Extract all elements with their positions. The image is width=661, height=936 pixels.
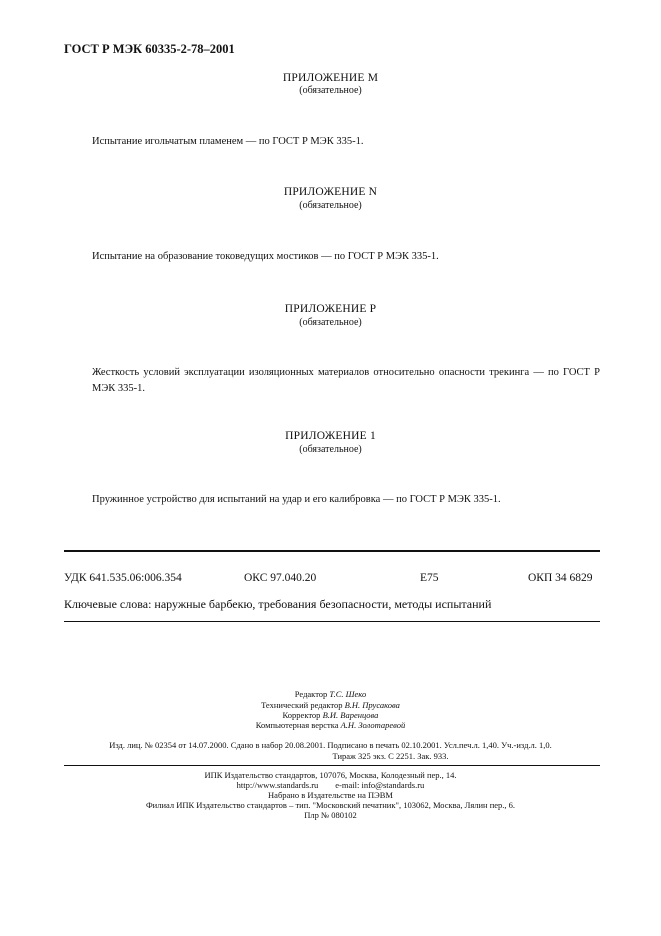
tech-editor-line bbox=[0, 700, 661, 710]
okp-code: ОКП 34 6829 bbox=[528, 572, 593, 584]
appendix-p-text: Жесткость условий эксплуатации изоляционных материалов относительно опасности трекинга — по ГОСТ Р МЭК 335-1. bbox=[92, 367, 600, 394]
branch-address: Филиал ИПК Издательство стандартов – тип. "Московский печатник", 103062, Москва, Лялин пер., 6. bbox=[145, 800, 516, 810]
plr-number: Плр № 080102 bbox=[304, 810, 357, 820]
appendix-p-subtitle: (обязательное) bbox=[299, 317, 362, 328]
appendix-1-subtitle: (обязательное) bbox=[299, 444, 362, 455]
keywords: Ключевые слова: наружные барбекю, требования безопасности, методы испытаний bbox=[64, 597, 492, 611]
appendix-n-title: ПРИЛОЖЕНИЕ N bbox=[283, 186, 378, 198]
publishing-line-1: Изд. лиц. № 02354 от 14.07.2000. Сдано в набор 20.08.2001. Подписано в печать 02.10.2001. Усл.печ.л. 1,40. Уч.-изд.л. 1,0. bbox=[109, 740, 552, 750]
publisher-address: ИПК Издательство стандартов, 107076, Москва, Колодезный пер., 14. bbox=[204, 770, 457, 780]
tech-editor-name: В.Н. Прусакова bbox=[344, 700, 400, 710]
appendix-m-title: ПРИЛОЖЕНИЕ М bbox=[282, 72, 379, 84]
udk-code: УДК 641.535.06:006.354 bbox=[64, 572, 182, 584]
layout-name: А.Н. Золотаревой bbox=[340, 720, 406, 730]
divider-imprint bbox=[64, 765, 600, 766]
appendix-1-text: Пружинное устройство для испытаний на удар и его калибровка — по ГОСТ Р МЭК 335-1. bbox=[92, 494, 501, 505]
editor-role: Редактор bbox=[294, 689, 328, 699]
oks-code: ОКС 97.040.20 bbox=[244, 572, 317, 584]
appendix-m-text: Испытание игольчатым пламенем — по ГОСТ Р МЭК 335-1. bbox=[92, 136, 364, 147]
corrector-name: В.И. Варенцова bbox=[322, 710, 379, 720]
editor-line bbox=[0, 689, 661, 699]
appendix-n-subtitle: (обязательное) bbox=[299, 200, 362, 211]
appendix-n-text: Испытание на образование токоведущих мостиков — по ГОСТ Р МЭК 335-1. bbox=[92, 251, 439, 262]
appendix-m-subtitle: (обязательное) bbox=[299, 85, 362, 96]
editor-name: Т.С. Шеко bbox=[329, 689, 367, 699]
e-code: Е75 bbox=[420, 572, 439, 584]
appendix-1-title: ПРИЛОЖЕНИЕ 1 bbox=[285, 430, 376, 442]
divider-thick bbox=[64, 550, 600, 552]
document-header: ГОСТ Р МЭК 60335-2-78–2001 bbox=[64, 42, 235, 56]
layout-line bbox=[0, 720, 661, 730]
publisher-web-email: http://www.standards.ru e-mail: info@standards.ru bbox=[236, 780, 425, 790]
layout-role: Компьютерная верстка bbox=[255, 720, 339, 730]
typeset-note: Набрано в Издательстве на ПЭВМ bbox=[268, 790, 393, 800]
publishing-line-2: Тираж 325 экз. С 2251. Зак. 933. bbox=[332, 751, 449, 761]
corrector-line bbox=[0, 710, 661, 720]
appendix-p-title: ПРИЛОЖЕНИЕ Р bbox=[284, 303, 377, 315]
tech-editor-role: Технический редактор bbox=[261, 700, 343, 710]
corrector-role: Корректор bbox=[282, 710, 321, 720]
divider-thin bbox=[64, 621, 600, 622]
